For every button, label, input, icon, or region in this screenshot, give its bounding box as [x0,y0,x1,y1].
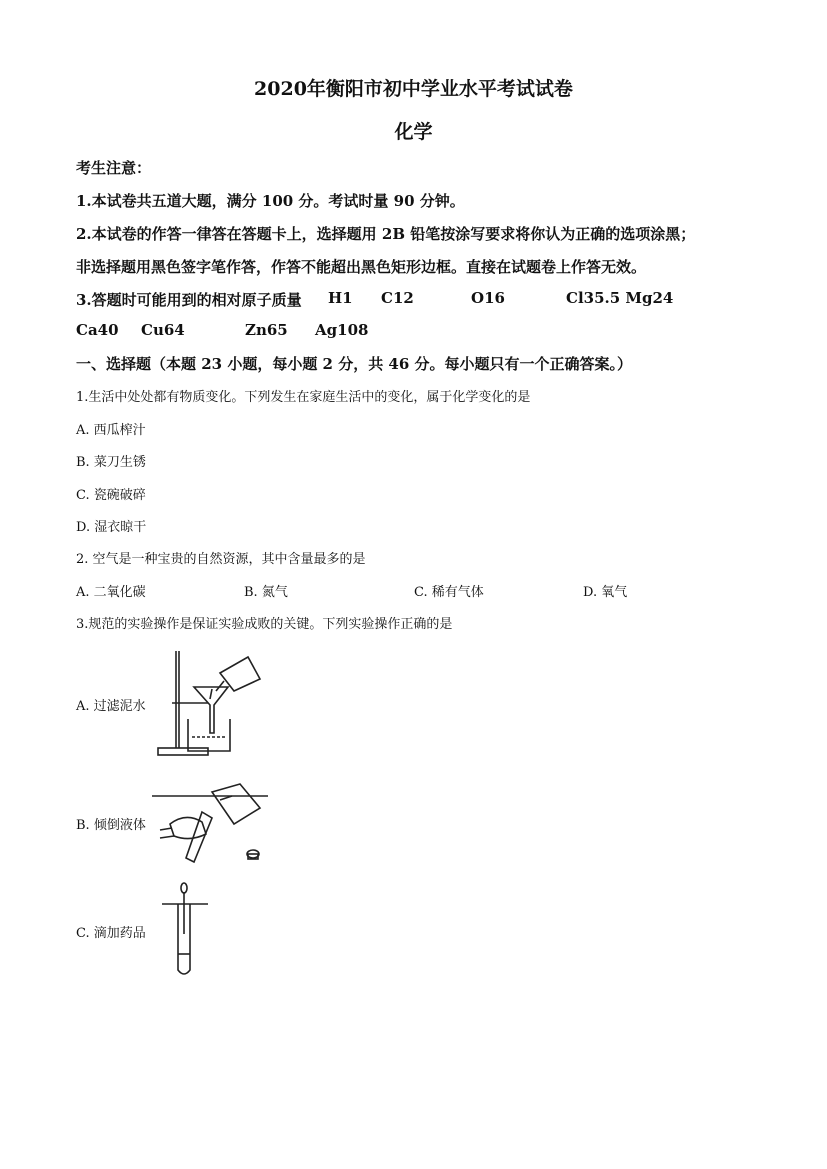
notice-item-1: 1.本试卷共五道大题，满分 100 分。考试时量 90 分钟。 [76,192,465,210]
question-2-option-b: B. 氮气 [244,585,288,600]
question-1-stem: 1.生活中处处都有物质变化。下列发生在家庭生活中的变化，属于化学变化的是 [76,390,531,405]
mass-o: O16 [471,289,505,307]
question-3-option-a: A. 过滤泥水 [76,699,146,714]
question-2-option-d: D. 氧气 [583,585,628,600]
question-1-option-b: B. 菜刀生锈 [76,455,146,470]
mass-zn: Zn65 [245,321,288,339]
dropper-test-tube-image [160,880,210,980]
question-2-option-a: A. 二氧化碳 [76,585,146,600]
filtration-apparatus-image [150,645,265,760]
question-1-option-d: D. 湿衣晾干 [76,520,147,535]
section-heading: 一、选择题（本题 23 小题，每小题 2 分，共 46 分。每小题只有一个正确答案。） [76,355,633,373]
mass-cl-mg: Cl35.5 Mg24 [566,289,674,307]
question-3-option-c: C. 滴加药品 [76,926,146,941]
notice-item-2-line-2: 非选择题用黑色签字笔作答，作答不能超出黑色矩形边框。直接在试题卷上作答无效。 [76,258,647,276]
question-1-option-c: C. 瓷碗破碎 [76,488,146,503]
pouring-liquid-image [150,778,270,868]
mass-h: H1 [328,289,353,307]
mass-ag: Ag108 [315,321,369,339]
question-2-stem: 2. 空气是一种宝贵的自然资源，其中含量最多的是 [76,552,366,567]
question-3-option-b: B. 倾倒液体 [76,818,146,833]
subject-title: 化学 [394,121,433,143]
question-3-stem: 3.规范的实验操作是保证实验成败的关键。下列实验操作正确的是 [76,617,453,632]
question-2-option-c: C. 稀有气体 [414,585,484,600]
exam-title: 2020年衡阳市初中学业水平考试试卷 [254,78,573,100]
notice-item-3-label: 3.答题时可能用到的相对原子质量 [76,291,302,309]
question-1-option-a: A. 西瓜榨汁 [76,423,146,438]
mass-ca: Ca40 [76,321,119,339]
mass-cu: Cu64 [141,321,185,339]
mass-c: C12 [381,289,414,307]
notice-item-2-line-1: 2.本试卷的作答一律答在答题卡上，选择题用 2B 铅笔按涂写要求将你认为正确的选项涂黑； [76,225,696,243]
notice-heading: 考生注意： [76,159,152,177]
